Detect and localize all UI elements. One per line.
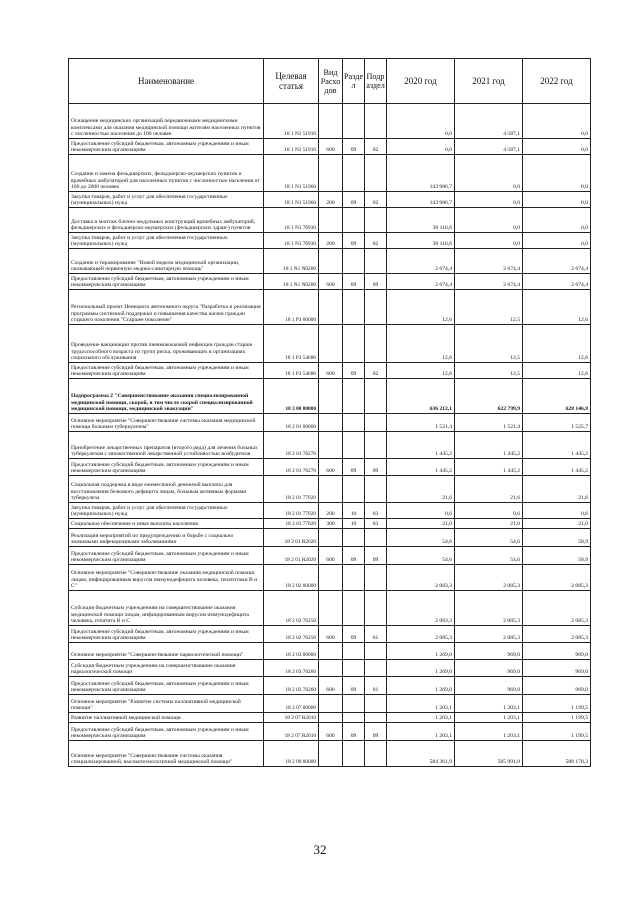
cell-name: Социальное обеспечение и иные выплаты населению: [69, 519, 264, 529]
cell-2020: 2 083,3: [387, 591, 455, 626]
cell-target-article: 18 2 07 R2010: [264, 713, 319, 723]
cell-name: Предоставление субсидий бюджетным, автономным учреждениям и иным некоммерческим организациям: [69, 723, 264, 741]
cell-2020: 0,0: [387, 139, 455, 155]
table-row: [69, 476, 591, 503]
cell-expense-type: 600: [319, 626, 343, 643]
cell-name: Предоставление субсидий бюджетным, автономным учреждениям и иным некоммерческим организациям: [69, 547, 264, 565]
cell-2022: 58,9: [523, 547, 591, 565]
cell-target-article: 18 2 03 76260: [264, 660, 319, 677]
cell-subsection: [365, 476, 387, 503]
cell-2021: 2 674,4: [455, 274, 523, 290]
cell-expense-type: [319, 290, 343, 325]
cell-section: [343, 379, 365, 414]
cell-2021: 0,0: [455, 208, 523, 233]
header-name: Наименование: [69, 59, 264, 104]
cell-2022: 1 525,7: [523, 414, 591, 432]
cell-expense-type: [319, 741, 343, 767]
cell-section: 09: [343, 459, 365, 476]
table-row: [69, 660, 591, 677]
cell-subsection: [365, 325, 387, 363]
cell-section: [343, 208, 365, 233]
cell-2021: 12,5: [455, 325, 523, 363]
cell-name: Основное мероприятие "Совершенствование наркологической помощи": [69, 643, 264, 660]
cell-subsection: 09: [365, 459, 387, 476]
cell-expense-type: [319, 208, 343, 233]
cell-subsection: 02: [365, 363, 387, 379]
table-row: [69, 677, 591, 695]
cell-2021: 12,5: [455, 363, 523, 379]
cell-2020: 2 083,3: [387, 565, 455, 591]
cell-subsection: [365, 208, 387, 233]
cell-2020: 2 085,3: [387, 626, 455, 643]
cell-2022: 588 178,3: [523, 741, 591, 767]
cell-2020: 1 269,0: [387, 677, 455, 695]
cell-subsection: [365, 741, 387, 767]
cell-subsection: [365, 104, 387, 139]
cell-target-article: 18 1 P3 00000: [264, 290, 319, 325]
cell-2020: 1 203,1: [387, 713, 455, 723]
cell-section: 10: [343, 503, 365, 519]
cell-2020: 54,6: [387, 547, 455, 565]
cell-2021: 0,0: [455, 233, 523, 249]
cell-2021: 1 203,1: [455, 713, 523, 723]
table-row: [69, 695, 591, 713]
cell-2020: 1 269,0: [387, 660, 455, 677]
cell-target-article: 18 1 N1 51910: [264, 139, 319, 155]
cell-2022: 969,0: [523, 677, 591, 695]
cell-2020: 2 674,4: [387, 274, 455, 290]
cell-subsection: 09: [365, 547, 387, 565]
cell-target-article: 18 1 N1 76930: [264, 233, 319, 249]
cell-2020: 1 203,1: [387, 695, 455, 713]
cell-target-article: 18 2 01 R2020: [264, 529, 319, 547]
table-row: [69, 723, 591, 741]
cell-target-article: 18 2 03 76260: [264, 677, 319, 695]
cell-subsection: [365, 591, 387, 626]
cell-2020: 143 986,7: [387, 155, 455, 192]
table-row: [69, 591, 591, 626]
cell-name: Субсидия бюджетным учреждениям на совершенствование оказания наркологической помощи: [69, 660, 264, 677]
cell-2020: 1 203,1: [387, 723, 455, 741]
table-row: [69, 626, 591, 643]
header-section: Разде л: [343, 59, 365, 104]
cell-2021: 0,6: [455, 503, 523, 519]
cell-target-article: 18 2 09 00000: [264, 741, 319, 767]
cell-2022: 1 199,5: [523, 713, 591, 723]
cell-2020: 0,6: [387, 503, 455, 519]
cell-2022: 58,9: [523, 529, 591, 547]
cell-section: 09: [343, 363, 365, 379]
header-target-article: Целевая статья: [264, 59, 319, 104]
cell-expense-type: [319, 643, 343, 660]
cell-2020: 12,6: [387, 325, 455, 363]
cell-target-article: 18 1 N1 51910: [264, 104, 319, 139]
cell-2021: 21,0: [455, 519, 523, 529]
cell-target-article: 18 1 N1 N0200: [264, 274, 319, 290]
cell-name: Предоставление субсидий бюджетным, автономным учреждениям и иным некоммерческим организациям: [69, 274, 264, 290]
cell-2021: 2 085,3: [455, 591, 523, 626]
cell-subsection: [365, 432, 387, 459]
cell-subsection: [365, 379, 387, 414]
cell-2021: 0,0: [455, 155, 523, 192]
cell-name: Основное мероприятие "Совершенствование системы оказания специализированной, высокотехнологичной медицинской помощи": [69, 741, 264, 767]
cell-2022: 0,0: [523, 155, 591, 192]
cell-target-article: 18 1 P3 54680: [264, 363, 319, 379]
cell-2022: 21,6: [523, 476, 591, 503]
table-row: [69, 274, 591, 290]
cell-section: [343, 432, 365, 459]
cell-2020: 2 674,4: [387, 249, 455, 274]
cell-subsection: 09: [365, 274, 387, 290]
cell-2021: 12,5: [455, 290, 523, 325]
cell-expense-type: 200: [319, 192, 343, 208]
cell-section: [343, 414, 365, 432]
cell-2021: 585 991,8: [455, 741, 523, 767]
cell-expense-type: 600: [319, 547, 343, 565]
cell-name: Доставка и монтаж блочно-модульных конструкций врачебных амбулаторий, фельдшерских и фельдшерско-акушерских (фельдшерских здрав-) пунктов: [69, 208, 264, 233]
cell-2021: 1 445,2: [455, 432, 523, 459]
table-row: [69, 529, 591, 547]
cell-target-article: 18 2 07 R2010: [264, 723, 319, 741]
cell-2020: 1 521,4: [387, 414, 455, 432]
table-row: [69, 713, 591, 723]
cell-2020: 12,6: [387, 363, 455, 379]
cell-target-article: 18 1 N1 76930: [264, 208, 319, 233]
cell-target-article: 18 2 01 R2020: [264, 547, 319, 565]
cell-target-article: 18 1 N1 51960: [264, 192, 319, 208]
cell-section: 09: [343, 677, 365, 695]
cell-expense-type: [319, 476, 343, 503]
cell-2022: 1 445,2: [523, 459, 591, 476]
cell-2020: 143 986,7: [387, 192, 455, 208]
cell-2021: 2 674,4: [455, 249, 523, 274]
cell-2022: 2 085,3: [523, 565, 591, 591]
cell-2022: 0,0: [523, 192, 591, 208]
cell-section: [343, 565, 365, 591]
cell-2021: 54,6: [455, 529, 523, 547]
cell-subsection: [365, 713, 387, 723]
cell-expense-type: 200: [319, 503, 343, 519]
cell-2022: 1 445,2: [523, 432, 591, 459]
cell-2022: 0,0: [523, 104, 591, 139]
cell-section: [343, 155, 365, 192]
cell-section: [343, 476, 365, 503]
cell-section: 09: [343, 547, 365, 565]
cell-name: Основное мероприятие "Совершенствование оказания медицинской помощи лицам, инфицированным вирусом иммунодефицита человека, гепатитами B и C": [69, 565, 264, 591]
cell-2022: 969,0: [523, 660, 591, 677]
cell-subsection: 01: [365, 626, 387, 643]
cell-2020: 30 116,6: [387, 208, 455, 233]
cell-subsection: [365, 155, 387, 192]
cell-section: 10: [343, 519, 365, 529]
cell-name: Предоставление субсидий бюджетным, автономным учреждениям и иным некоммерческим организациям: [69, 626, 264, 643]
cell-section: 09: [343, 274, 365, 290]
table-row: [69, 519, 591, 529]
cell-section: [343, 660, 365, 677]
cell-name: Развитие паллиативной медицинской помощи: [69, 713, 264, 723]
cell-subsection: 03: [365, 503, 387, 519]
cell-subsection: [365, 249, 387, 274]
cell-name: Основное мероприятие "Развитие системы паллиативной медицинской помощи": [69, 695, 264, 713]
cell-2022: 1 199,5: [523, 723, 591, 741]
cell-subsection: 01: [365, 677, 387, 695]
cell-name: Предоставление субсидий бюджетным, автономным учреждениям и иным некоммерческим организациям: [69, 363, 264, 379]
cell-target-article: 18 2 01 77020: [264, 503, 319, 519]
cell-2020: 0,0: [387, 104, 455, 139]
header-year-2020: 2020 год: [387, 59, 455, 104]
cell-expense-type: 600: [319, 459, 343, 476]
cell-subsection: [365, 695, 387, 713]
cell-subsection: [365, 565, 387, 591]
cell-expense-type: 600: [319, 677, 343, 695]
cell-expense-type: [319, 379, 343, 414]
table-row: [69, 249, 591, 274]
cell-name: Реализация мероприятий по предупреждению и борьбе с социально значимыми инфекционными заболеваниями: [69, 529, 264, 547]
table-row: [69, 414, 591, 432]
cell-name: Подпрограмма 2 "Совершенствование оказания специализированной медицинской помощи, скорой, в том числе скорой специализированной медицинской помощи, медицинской эвакуации": [69, 379, 264, 414]
cell-2022: 1 199,5: [523, 695, 591, 713]
cell-2021: 2 085,3: [455, 565, 523, 591]
cell-section: [343, 290, 365, 325]
budget-table: [68, 58, 591, 767]
cell-section: [343, 104, 365, 139]
cell-target-article: 18 1 N1 N0200: [264, 249, 319, 274]
cell-subsection: [365, 643, 387, 660]
cell-2021: 622 799,9: [455, 379, 523, 414]
cell-name: Региональный проект Ненецкого автономного округа "Разработка и реализация программы системной поддержки и повышения качества жизни граждан старшего поколения "Старшее поколение": [69, 290, 264, 325]
cell-subsection: [365, 414, 387, 432]
cell-section: 09: [343, 192, 365, 208]
table-row: [69, 139, 591, 155]
cell-subsection: [365, 660, 387, 677]
cell-2021: 969,0: [455, 643, 523, 660]
cell-name: Основное мероприятие "Совершенствование системы оказания медицинской помощи больным туберкулезом": [69, 414, 264, 432]
cell-2022: 12,6: [523, 363, 591, 379]
cell-expense-type: 300: [319, 519, 343, 529]
cell-2021: 0,0: [455, 192, 523, 208]
cell-section: [343, 713, 365, 723]
table-row: [69, 565, 591, 591]
cell-expense-type: [319, 713, 343, 723]
cell-subsection: [365, 529, 387, 547]
cell-expense-type: [319, 325, 343, 363]
cell-name: Проведение вакцинации против пневмококковой инфекции граждан старше трудоспособного возраста из групп риска, проживающих в организациях социального обслуживания: [69, 325, 264, 363]
cell-expense-type: [319, 660, 343, 677]
header-year-2022: 2022 год: [523, 59, 591, 104]
table-row: [69, 643, 591, 660]
cell-name: Закупка товаров, работ и услуг для обеспечения государственных (муниципальных) нужд: [69, 503, 264, 519]
cell-target-article: 18 1 P3 54680: [264, 325, 319, 363]
cell-name: Предоставление субсидий бюджетным, автономным учреждениям и иным некоммерческим организациям: [69, 139, 264, 155]
cell-expense-type: 600: [319, 723, 343, 741]
cell-section: [343, 695, 365, 713]
table-row: [69, 104, 591, 139]
cell-name: Создание и замена фельдшерских, фельдшерско-акушерских пунктов и врачебных амбулаторий для населенных пунктов с численностью населения от 100 до 2000 человек: [69, 155, 264, 192]
cell-subsection: 03: [365, 519, 387, 529]
cell-name: Закупка товаров, работ и услуг для обеспечения государственных (муниципальных) нужд: [69, 192, 264, 208]
cell-2020: 584 361,9: [387, 741, 455, 767]
cell-2021: 4 587,1: [455, 104, 523, 139]
cell-2021: 969,0: [455, 677, 523, 695]
cell-expense-type: [319, 432, 343, 459]
cell-expense-type: [319, 249, 343, 274]
cell-2022: 12,6: [523, 290, 591, 325]
cell-expense-type: [319, 565, 343, 591]
cell-expense-type: [319, 155, 343, 192]
cell-2021: 21,6: [455, 476, 523, 503]
table-row: [69, 379, 591, 414]
cell-name: Закупка товаров, работ и услуг для обеспечения государственных (муниципальных) нужд: [69, 233, 264, 249]
cell-target-article: 18 2 01 00000: [264, 414, 319, 432]
table-row: [69, 503, 591, 519]
cell-target-article: 18 1 N1 51960: [264, 155, 319, 192]
cell-2021: 2 085,3: [455, 626, 523, 643]
header-subsection: Подр аздел: [365, 59, 387, 104]
cell-2022: 969,0: [523, 643, 591, 660]
table-row: [69, 741, 591, 767]
cell-subsection: [365, 290, 387, 325]
cell-2021: 54,6: [455, 547, 523, 565]
cell-2020: 1 445,2: [387, 459, 455, 476]
cell-expense-type: [319, 591, 343, 626]
cell-section: [343, 325, 365, 363]
cell-target-article: 18 2 01 76270: [264, 459, 319, 476]
cell-section: 09: [343, 233, 365, 249]
cell-2022: 0,0: [523, 233, 591, 249]
cell-name: Оснащение медицинских организаций передвижными медицинскими комплексами для оказания медицинской помощи жителям населенных пунктов с численностью населения до 100 человек: [69, 104, 264, 139]
cell-expense-type: [319, 529, 343, 547]
cell-2022: 628 146,8: [523, 379, 591, 414]
cell-expense-type: [319, 414, 343, 432]
cell-section: 09: [343, 139, 365, 155]
cell-target-article: 18 2 01 76270: [264, 432, 319, 459]
cell-expense-type: [319, 104, 343, 139]
cell-2020: 12,6: [387, 290, 455, 325]
cell-2021: 4 587,1: [455, 139, 523, 155]
table-row: [69, 208, 591, 233]
cell-subsection: 02: [365, 139, 387, 155]
cell-subsection: 02: [365, 192, 387, 208]
table-row: [69, 432, 591, 459]
cell-expense-type: 200: [319, 233, 343, 249]
table-row: [69, 192, 591, 208]
cell-subsection: 09: [365, 723, 387, 741]
cell-2022: 2 085,3: [523, 591, 591, 626]
cell-2022: 0,6: [523, 503, 591, 519]
cell-target-article: 18 2 02 00000: [264, 565, 319, 591]
cell-section: [343, 591, 365, 626]
cell-target-article: 18 2 02 76250: [264, 626, 319, 643]
cell-2021: 1 521,4: [455, 414, 523, 432]
page-number: 32: [313, 842, 327, 857]
cell-target-article: 18 2 02 76250: [264, 591, 319, 626]
table-header-row: [69, 59, 591, 104]
header-year-2021: 2021 год: [455, 59, 523, 104]
cell-2022: 2 085,3: [523, 626, 591, 643]
header-expense-type: Вид Расхо дов: [319, 59, 343, 104]
cell-name: Предоставление субсидий бюджетным, автономным учреждениям и иным некоммерческим организациям: [69, 677, 264, 695]
budget-table-sheet: [68, 58, 590, 767]
cell-target-article: 18 2 01 77020: [264, 476, 319, 503]
cell-section: 09: [343, 723, 365, 741]
table-row: [69, 155, 591, 192]
cell-section: [343, 741, 365, 767]
cell-name: Создание и тиражирование "Новой модели медицинской организации, оказывающей первичную медико-санитарную помощь": [69, 249, 264, 274]
cell-2022: 0,0: [523, 208, 591, 233]
cell-2022: 2 674,4: [523, 274, 591, 290]
cell-section: [343, 249, 365, 274]
cell-name: Субсидия бюджетным учреждениям на совершенствование оказания медицинской помощи лицам, инфицированным вирусом иммунодефицита человека, гепатита B и C: [69, 591, 264, 626]
cell-2022: 12,6: [523, 325, 591, 363]
cell-expense-type: 600: [319, 139, 343, 155]
cell-2022: 0,0: [523, 139, 591, 155]
cell-2020: 1 269,0: [387, 643, 455, 660]
cell-section: [343, 529, 365, 547]
table-row: [69, 290, 591, 325]
cell-name: Приобретение лекарственных препаратов (второго ряда) для лечения больных туберкулезом с множественной лекарственной устойчивостью возбудителя: [69, 432, 264, 459]
cell-2020: 30 116,6: [387, 233, 455, 249]
cell-2021: 1 203,1: [455, 695, 523, 713]
cell-expense-type: 600: [319, 363, 343, 379]
cell-target-article: 18 2 01 77020: [264, 519, 319, 529]
cell-2020: 636 212,1: [387, 379, 455, 414]
cell-target-article: 18 2 00 00000: [264, 379, 319, 414]
cell-2020: 54,6: [387, 529, 455, 547]
cell-expense-type: [319, 695, 343, 713]
cell-target-article: 18 2 03 00000: [264, 643, 319, 660]
cell-2022: 21,0: [523, 519, 591, 529]
cell-2022: 2 674,4: [523, 249, 591, 274]
cell-2020: 21,0: [387, 519, 455, 529]
table-row: [69, 547, 591, 565]
cell-name: Социальная поддержка в виде ежемесячной денежной выплаты для восстановления белкового дефицита лицам, больным активным формами туберкулеза: [69, 476, 264, 503]
cell-name: Предоставление субсидий бюджетным, автономным учреждениям и иным некоммерческим организациям: [69, 459, 264, 476]
table-row: [69, 363, 591, 379]
cell-target-article: 18 2 07 00000: [264, 695, 319, 713]
cell-2021: 1 203,1: [455, 723, 523, 741]
table-row: [69, 233, 591, 249]
table-row: [69, 459, 591, 476]
cell-expense-type: 600: [319, 274, 343, 290]
cell-2021: 969,0: [455, 660, 523, 677]
cell-section: 09: [343, 626, 365, 643]
cell-2020: 1 445,2: [387, 432, 455, 459]
cell-2020: 21,6: [387, 476, 455, 503]
cell-2021: 1 445,2: [455, 459, 523, 476]
cell-section: [343, 643, 365, 660]
table-row: [69, 325, 591, 363]
cell-subsection: 02: [365, 233, 387, 249]
table-body: [69, 104, 591, 767]
